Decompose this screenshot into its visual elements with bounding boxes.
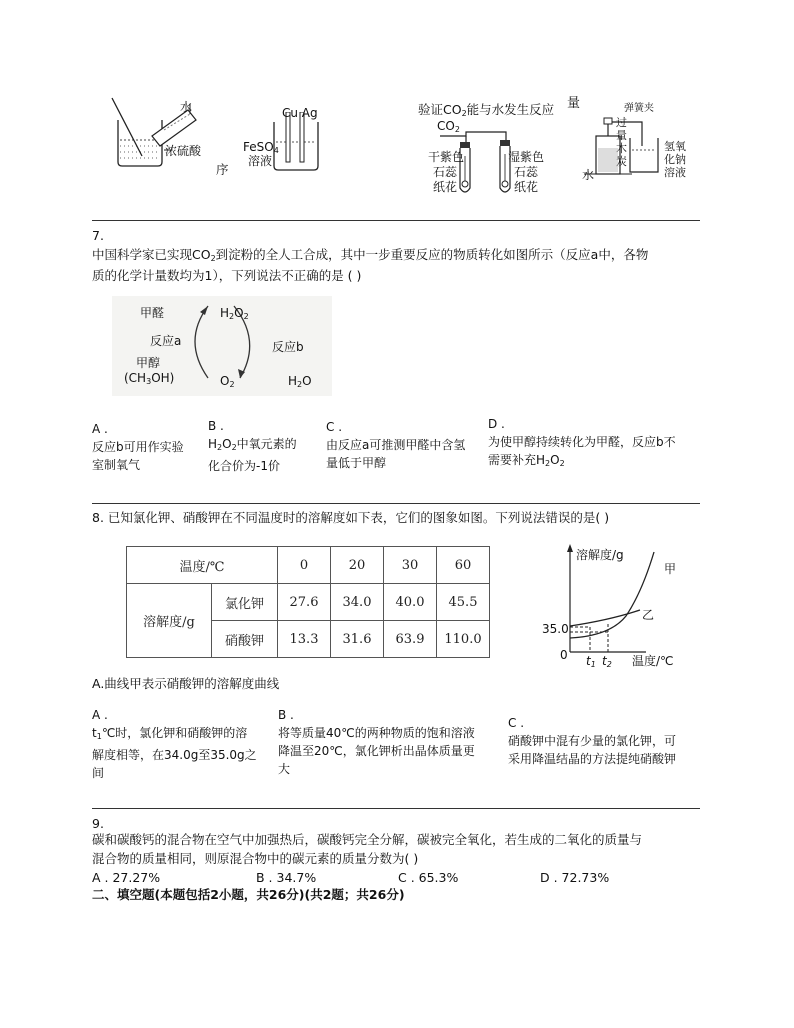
fig3-wet-label-1: 湿紫色 bbox=[508, 150, 545, 164]
fig3-dry-label-1: 干紫色 bbox=[428, 150, 465, 164]
fig1-water-label: 水 bbox=[180, 100, 193, 114]
q7-option-a[interactable] bbox=[92, 420, 202, 474]
q9-number: 9. bbox=[92, 816, 104, 831]
q9-stem-line2: 混合物的质量相同，则原混合物中的碳元素的质量分数为( ) bbox=[92, 851, 419, 866]
q8-option-a-label: A . bbox=[92, 708, 108, 722]
q8-option-a-line1: $t_1℃$时，氯化钾和硝酸钾的溶 bbox=[92, 726, 248, 741]
q8-option-a-line2: 解度相等，在34.0g至35.0g之 bbox=[92, 748, 257, 762]
table-temp-cell: 20 bbox=[331, 547, 384, 584]
graph-t1: $t_1$ bbox=[586, 654, 596, 669]
q7-stem-line1: 中国科学家已实现$CO_2$到淀粉的全人工合成，其中一步重要反应的物质转化如图所示（反应a中，各物 bbox=[92, 247, 649, 263]
graph-series-jia: 甲 bbox=[664, 562, 677, 576]
q8-stem: 8. 已知氯化钾、硝酸钾在不同温度时的溶解度如下表，它们的图象如图。下列说法错误的是( ) bbox=[92, 510, 610, 525]
table-cell: 13.3 bbox=[278, 621, 331, 658]
table-cell: 110.0 bbox=[437, 621, 490, 658]
q7-option-c-line2: 量低于甲醇 bbox=[326, 456, 387, 470]
q8-option-c-line2: 采用降温结晶的方法提纯硝酸钾 bbox=[508, 752, 677, 766]
fig2-metals-label: Cu Ag bbox=[282, 106, 318, 120]
fig4-carbon-label: 炭 bbox=[616, 155, 627, 168]
q8-option-c-label: C . bbox=[508, 716, 525, 730]
table-cell: 63.9 bbox=[384, 621, 437, 658]
q7-option-a-label: A . bbox=[92, 422, 108, 436]
fig2-feso4-label: FeSO$_4$ bbox=[243, 140, 279, 155]
q8-option-a[interactable] bbox=[92, 706, 270, 782]
q7-number: 7. bbox=[92, 228, 104, 243]
fig3-co2-label: $CO_2$ bbox=[437, 119, 460, 134]
q8-option-b-line2: 降温至20℃，氯化钾析出晶体质量更 bbox=[278, 744, 475, 758]
fig4-clip-label: 弹簧夹 bbox=[624, 103, 654, 114]
q7-option-c[interactable] bbox=[326, 418, 486, 472]
fig4-naoh-label-2: 化钠 bbox=[664, 153, 686, 166]
graph-origin: 0 bbox=[560, 648, 568, 662]
q8-option-a-line3: 间 bbox=[92, 766, 105, 780]
table-cell: 34.0 bbox=[331, 584, 384, 621]
table-row-group-label: 溶解度/g bbox=[127, 584, 212, 658]
fig3-wet-label-3: 纸花 bbox=[514, 180, 539, 194]
q7-option-b[interactable] bbox=[208, 417, 318, 475]
fig3-dry-label-3: 纸花 bbox=[433, 180, 458, 194]
fig3-caption-tail: 量 bbox=[567, 96, 581, 111]
table-temp-cell: 0 bbox=[278, 547, 331, 584]
table-cell: 27.6 bbox=[278, 584, 331, 621]
q7-option-c-label: C . bbox=[326, 420, 343, 434]
q9-option-c[interactable]: C . 65.3% bbox=[398, 870, 459, 885]
carbon-combustion-figure bbox=[584, 112, 674, 180]
table-temp-cell: 60 bbox=[437, 547, 490, 584]
q7-option-c-line1: 由反应a可推测甲醛中含氢 bbox=[326, 438, 466, 452]
diagram-reaction-a: 反应a bbox=[150, 334, 182, 348]
divider-before-q8 bbox=[92, 503, 700, 504]
graph-xlabel: 温度/℃ bbox=[632, 654, 674, 668]
diagram-h2o: $H_2O$ bbox=[288, 374, 312, 389]
q7-option-b-label: B . bbox=[208, 419, 224, 433]
table-cell: 31.6 bbox=[331, 621, 384, 658]
q7-option-b-line2: 化合价为-1价 bbox=[208, 459, 280, 473]
q8-option-b-line1: 将等质量40℃的两种物质的饱和溶液 bbox=[278, 726, 475, 740]
q7-option-d-line1: 为使甲醇持续转化为甲醛，反应b不 bbox=[488, 435, 676, 449]
fig4-excess-label: 过 bbox=[616, 116, 627, 129]
section-2-heading: 二、填空题(本题包括2小题，共26分)(共2题；共26分) bbox=[92, 887, 405, 902]
q8-option-b-label: B . bbox=[278, 708, 294, 722]
order-char: 序 bbox=[216, 162, 229, 177]
q7-option-a-line1: 反应b可用作实验 bbox=[92, 440, 184, 454]
fig3-dry-label-2: 石蕊 bbox=[433, 165, 458, 179]
q9-stem-line1: 碳和碳酸钙的混合物在空气中加强热后，碳酸钙完全分解，碳被完全氧化，若生成的二氧化的质量与 bbox=[92, 832, 643, 847]
divider-before-q7 bbox=[92, 220, 700, 221]
diagram-reaction-b: 反应b bbox=[272, 340, 304, 354]
q8-option-c-line1: 硝酸钾中混有少量的氯化钾，可 bbox=[508, 734, 677, 748]
solubility-table bbox=[126, 546, 490, 658]
fig3-caption: 验证$CO_2$能与水发生反应 bbox=[418, 102, 555, 118]
fig4-wood-label: 木 bbox=[616, 142, 627, 155]
q8-option-b-line3: 大 bbox=[278, 762, 291, 776]
q7-option-d-line2: 需要补充$H_2O_2$ bbox=[488, 453, 565, 468]
q7-option-d-label: D . bbox=[488, 417, 505, 431]
graph-ylabel: 溶解度/g bbox=[576, 548, 624, 562]
divider-before-q9 bbox=[92, 808, 700, 809]
diagram-methanol: 甲醇 bbox=[136, 356, 161, 370]
graph-y-mark: 35.0 bbox=[542, 622, 569, 636]
fig2-solution-label: 溶液 bbox=[248, 154, 273, 168]
fig1-acid-label: 浓硫酸 bbox=[165, 144, 202, 158]
graph-t2: $t_2$ bbox=[602, 654, 612, 669]
q8-option-b[interactable] bbox=[278, 706, 502, 778]
q8-option-c[interactable] bbox=[508, 714, 702, 768]
fig4-water-label: 水 bbox=[582, 168, 595, 182]
q7-option-a-line2: 室制氧气 bbox=[92, 458, 141, 472]
diagram-methanol-formula: $(CH_3OH)$ bbox=[124, 371, 175, 386]
table-cell: 45.5 bbox=[437, 584, 490, 621]
table-header-label: 温度/℃ bbox=[127, 547, 278, 584]
q9-option-a[interactable]: A . 27.27% bbox=[92, 870, 161, 885]
q7-option-b-line1: $H_2O_2$中氧元素的 bbox=[208, 437, 297, 452]
q9-option-b[interactable]: B . 34.7% bbox=[256, 870, 317, 885]
table-temp-cell: 30 bbox=[384, 547, 437, 584]
table-cell: 40.0 bbox=[384, 584, 437, 621]
fig4-naoh-label-1: 氢氧 bbox=[664, 140, 686, 153]
q9-option-d[interactable]: D . 72.73% bbox=[540, 870, 610, 885]
fig4-naoh-label-3: 溶液 bbox=[664, 166, 686, 179]
diagram-h2o2: $H_2O_2$ bbox=[220, 306, 249, 321]
table-row-name: 氯化钾 bbox=[212, 584, 278, 621]
table-row-name: 硝酸钾 bbox=[212, 621, 278, 658]
q8-statement-a-prime: A.曲线甲表示硝酸钾的溶解度曲线 bbox=[92, 676, 280, 691]
q7-option-d[interactable] bbox=[488, 415, 702, 473]
graph-series-yi: 乙 bbox=[642, 608, 655, 622]
q7-stem-line2: 质的化学计量数均为1），下列说法不正确的是 ( ) bbox=[92, 268, 362, 283]
diagram-o2: $O_2$ bbox=[220, 374, 235, 389]
fig3-wet-label-2: 石蕊 bbox=[514, 165, 539, 179]
fig4-amount-label: 量 bbox=[616, 129, 627, 142]
diagram-formaldehyde: 甲醛 bbox=[140, 306, 165, 320]
